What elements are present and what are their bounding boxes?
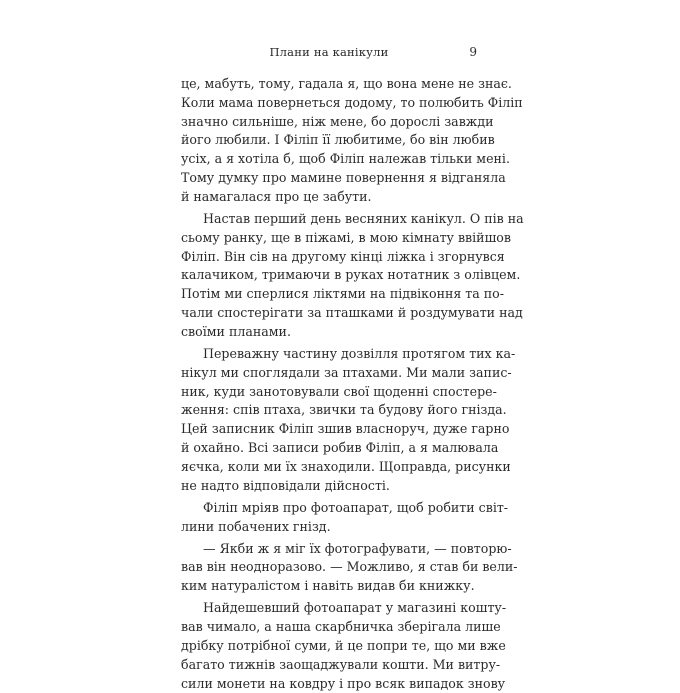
text-line: його любили. І Філіп її любитиме, бо він любив [181, 132, 495, 148]
text-line: Тому думку про мамине повернення я відганяла [181, 169, 506, 185]
text-line: сьому ранку, ще в піжамі, в мою кімнату ввійшов [181, 229, 511, 245]
paragraph [181, 540, 518, 596]
paragraph [181, 499, 509, 537]
running-title: Плани на канікули [269, 45, 389, 59]
text-line: чали спостерігати за пташками й роздумувати над [181, 304, 523, 320]
text-line: Настав перший день весняних канікул. О пів на [203, 210, 524, 226]
body-text [181, 75, 524, 693]
text-line: — Якби ж я міг їх фотографувати, — повторю- [203, 540, 512, 556]
paragraph [181, 75, 523, 207]
text-line: ким натуралістом і навіть видав би книжку. [181, 578, 475, 594]
text-line: Філіп. Він сів на другому кінці ліжка і згорнувся [181, 248, 505, 264]
text-line: своїми планами. [181, 323, 291, 339]
text-line: багато тижнів заощаджували кошти. Ми витру- [181, 656, 501, 672]
text-line: Переважну частину дозвілля протягом тих ка- [203, 345, 516, 361]
text-line: лини побачених гнізд. [181, 518, 331, 534]
page-header [181, 45, 477, 65]
text-line: яєчка, коли ми їх знаходили. Щоправда, рисунки [181, 458, 511, 474]
text-line: й намагалася про це забути. [181, 188, 372, 204]
text-line: Потім ми сперлися ліктями на підвіконня та по- [181, 286, 505, 302]
text-line: Коли мама повернеться додому, то полюбить Філіп [181, 94, 523, 110]
text-line: вав він неодноразово. — Можливо, я став би вели- [181, 559, 518, 575]
text-line: значно сильніше, ніж мене, бо дорослі завжди [181, 113, 494, 129]
text-line: й охайно. Всі записи робив Філіп, а я малювала [181, 439, 499, 455]
page-number: 9 [469, 45, 477, 59]
text-line: сили монети на ковдру і про всяк випадок знову [181, 675, 506, 691]
text-line: вав чимало, а наша скарбничка зберігала лише [181, 619, 501, 635]
text-line: дрібку потрібної суми, й це попри те, що ми вже [181, 638, 506, 654]
text-line: ник, куди занотовували свої щоденні спостере- [181, 383, 497, 399]
text-line: Філіп мріяв про фотоапарат, щоб робити світ- [203, 499, 509, 515]
text-line: ження: спів птаха, звички та будову його гнізда. [181, 402, 507, 418]
paragraph [181, 599, 507, 693]
text-line: усіх, а я хотіла б, щоб Філіп належав тільки мені. [181, 151, 510, 167]
text-line: Найдешевший фотоапарат у магазині кошту- [203, 600, 507, 616]
text-line: калачиком, тримаючи в руках нотатник з олівцем. [181, 267, 521, 283]
text-line: не надто відповідали дійсності. [181, 477, 390, 493]
text-line: це, мабуть, тому, гадала я, що вона мене не знає. [181, 76, 512, 91]
paragraph [181, 345, 516, 495]
text-line: нікул ми споглядали за птахами. Ми мали запис- [181, 364, 512, 380]
text-line: Цей записник Філіп зшив власноруч, дуже гарно [181, 421, 510, 437]
paragraph [181, 210, 524, 342]
